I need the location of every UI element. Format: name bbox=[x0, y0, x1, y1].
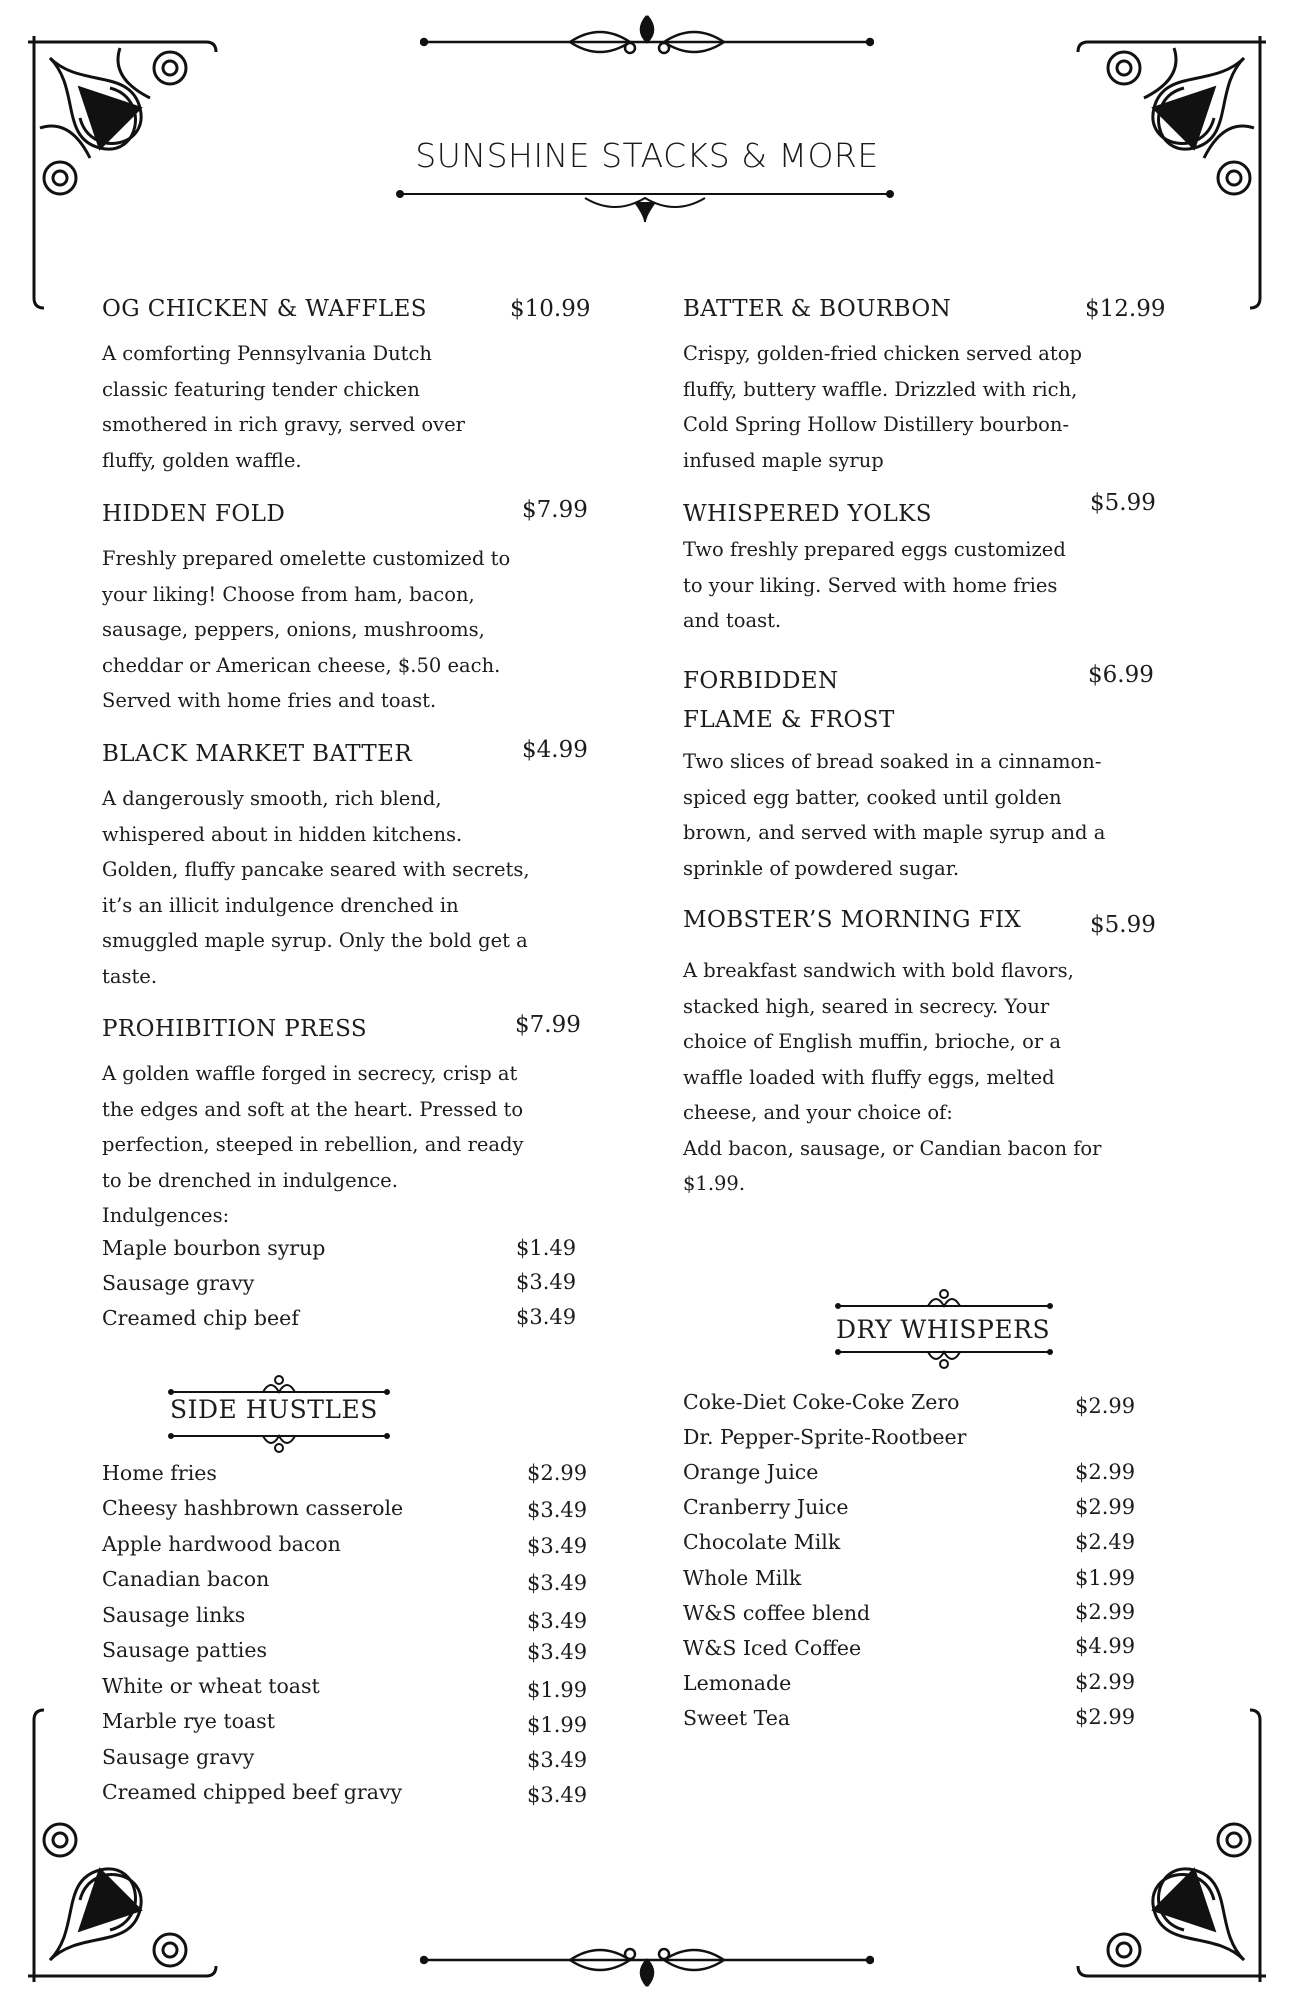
side-item-price: $3.49 bbox=[527, 1571, 588, 1595]
drink-name: Sweet Tea bbox=[683, 1706, 791, 1730]
drink-name: Coke-Diet Coke-Coke Zero bbox=[683, 1390, 960, 1414]
item-price-batter-bourbon: $12.99 bbox=[1085, 296, 1166, 322]
section-title-side-hustles: SIDE HUSTLES bbox=[170, 1395, 378, 1424]
top-center-flourish-icon bbox=[420, 6, 874, 66]
side-item-price: $2.99 bbox=[527, 1461, 588, 1485]
indulgence-name: Sausage gravy bbox=[102, 1271, 255, 1295]
section-title-dry-whispers: DRY WHISPERS bbox=[836, 1315, 1051, 1344]
item-price-prohibition-press: $7.99 bbox=[515, 1012, 581, 1038]
item-name-prohibition-press: PROHIBITION PRESS bbox=[102, 1016, 367, 1042]
side-item-name: Marble rye toast bbox=[102, 1709, 275, 1733]
drink-price: $2.99 bbox=[1075, 1705, 1136, 1729]
side-item-name: Apple hardwood bacon bbox=[102, 1532, 341, 1556]
item-name-batter-bourbon: BATTER & BOURBON bbox=[683, 296, 952, 322]
item-price-black-market-batter: $4.99 bbox=[522, 737, 588, 763]
side-item-name: Sausage links bbox=[102, 1603, 246, 1627]
drink-price: $1.99 bbox=[1075, 1566, 1136, 1590]
drink-price: $2.99 bbox=[1075, 1670, 1136, 1694]
indulgence-price: $3.49 bbox=[516, 1270, 577, 1294]
item-description: Two slices of bread soaked in a cinnamon- spiced egg batter, cooked until golden brown, and served with maple syrup and a sprinkle of powdered sugar. bbox=[683, 750, 1106, 880]
side-item-price: $3.49 bbox=[527, 1609, 588, 1633]
corner-ornament-top-left bbox=[20, 28, 220, 318]
side-item-name: White or wheat toast bbox=[102, 1674, 320, 1698]
drink-name: Orange Juice bbox=[683, 1460, 819, 1484]
side-item-price: $3.49 bbox=[527, 1748, 588, 1772]
side-item-price: $3.49 bbox=[527, 1783, 588, 1807]
side-item-price: $3.49 bbox=[527, 1534, 588, 1558]
item-description: Crispy, golden-fried chicken served atop fluffy, buttery waffle. Drizzled with rich, Cold Spring Hollow Distillery bourbon- infused maple syrup bbox=[683, 342, 1082, 472]
corner-ornament-bottom-left bbox=[20, 1700, 220, 1990]
item-name-mobsters-morning-fix: MOBSTER’S MORNING FIX bbox=[683, 907, 1022, 933]
item-price-forbidden-flame-frost: $6.99 bbox=[1088, 662, 1154, 688]
item-name-whispered-yolks: WHISPERED YOLKS bbox=[683, 501, 932, 527]
indulgence-price: $3.49 bbox=[516, 1305, 577, 1329]
indulgence-name: Maple bourbon syrup bbox=[102, 1236, 326, 1260]
drink-name: Lemonade bbox=[683, 1671, 792, 1695]
drink-name: W&S coffee blend bbox=[683, 1601, 871, 1625]
item-price-whispered-yolks: $5.99 bbox=[1090, 490, 1156, 516]
side-item-price: $3.49 bbox=[527, 1640, 588, 1664]
drink-name: Dr. Pepper-Sprite-Rootbeer bbox=[683, 1425, 967, 1449]
drink-name: Cranberry Juice bbox=[683, 1495, 849, 1519]
corner-ornament-top-right bbox=[1074, 28, 1274, 318]
side-item-name: Sausage patties bbox=[102, 1638, 268, 1662]
indulgence-name: Creamed chip beef bbox=[102, 1306, 299, 1330]
item-name-forbidden-flame-frost-line2: FLAME & FROST bbox=[683, 707, 895, 733]
drink-name: Whole Milk bbox=[683, 1566, 802, 1590]
item-name-hidden-fold: HIDDEN FOLD bbox=[102, 501, 286, 527]
side-item-price: $1.99 bbox=[527, 1678, 588, 1702]
item-description: Freshly prepared omelette customized to your liking! Choose from ham, bacon, sausage, peppers, onions, mushrooms, cheddar or American cheese, $.50 each. Served with home fries and toast. bbox=[102, 547, 511, 712]
item-name-black-market-batter: BLACK MARKET BATTER bbox=[102, 741, 413, 767]
side-item-name: Home fries bbox=[102, 1461, 217, 1485]
bottom-center-flourish-icon bbox=[420, 1936, 874, 1996]
title-underline-flourish-icon bbox=[395, 180, 895, 230]
section-flourish-icon bbox=[168, 1426, 390, 1456]
item-name-og-chicken-waffles: OG CHICKEN & WAFFLES bbox=[102, 296, 427, 322]
side-item-name: Creamed chipped beef gravy bbox=[102, 1780, 403, 1804]
drink-price: $4.99 bbox=[1075, 1634, 1136, 1658]
drink-price: $2.99 bbox=[1075, 1495, 1136, 1519]
item-description: Two freshly prepared eggs customized to your liking. Served with home fries and toast. bbox=[683, 538, 1066, 632]
drink-price: $2.99 bbox=[1075, 1460, 1136, 1484]
section-flourish-icon bbox=[835, 1286, 1053, 1316]
side-item-name: Sausage gravy bbox=[102, 1745, 255, 1769]
corner-ornament-bottom-right bbox=[1074, 1700, 1274, 1990]
drink-price: $2.99 bbox=[1075, 1600, 1136, 1624]
item-price-mobsters-morning-fix: $5.99 bbox=[1090, 912, 1156, 938]
item-price-og-chicken-waffles: $10.99 bbox=[510, 296, 591, 322]
side-item-name: Cheesy hashbrown casserole bbox=[102, 1496, 404, 1520]
side-item-price: $1.99 bbox=[527, 1713, 588, 1737]
indulgence-price: $1.49 bbox=[516, 1236, 577, 1260]
item-price-hidden-fold: $7.99 bbox=[522, 497, 588, 523]
item-description: A breakfast sandwich with bold flavors, stacked high, seared in secrecy. Your choice of English muffin, brioche, or a waffle loaded with fluffy eggs, melted cheese, and your choice of: Add bacon, sausage, or Candian bacon for $1.99. bbox=[683, 959, 1102, 1195]
item-description: A dangerously smooth, rich blend, whispered about in hidden kitchens. Golden, fluffy pancake seared with secrets, it’s an illicit indulgence drenched in smuggled maple syrup. Only the bold get a taste. bbox=[102, 787, 530, 988]
drink-name: W&S Iced Coffee bbox=[683, 1636, 862, 1660]
side-item-name: Canadian bacon bbox=[102, 1567, 270, 1591]
drink-name: Chocolate Milk bbox=[683, 1530, 841, 1554]
drink-price: $2.99 bbox=[1075, 1394, 1136, 1418]
drink-price: $2.49 bbox=[1075, 1530, 1136, 1554]
section-flourish-icon bbox=[835, 1342, 1053, 1372]
menu-title: SUNSHINE STACKS & MORE bbox=[415, 136, 879, 175]
item-description: A golden waffle forged in secrecy, crisp at the edges and soft at the heart. Pressed to perfection, steeped in rebellion, and ready to be drenched in indulgence. Indulgences: bbox=[102, 1062, 524, 1227]
side-item-price: $3.49 bbox=[527, 1498, 588, 1522]
item-description: A comforting Pennsylvania Dutch classic featuring tender chicken smothered in rich gravy, served over fluffy, golden waffle. bbox=[102, 342, 465, 472]
item-name-forbidden-flame-frost: FORBIDDEN bbox=[683, 668, 839, 694]
